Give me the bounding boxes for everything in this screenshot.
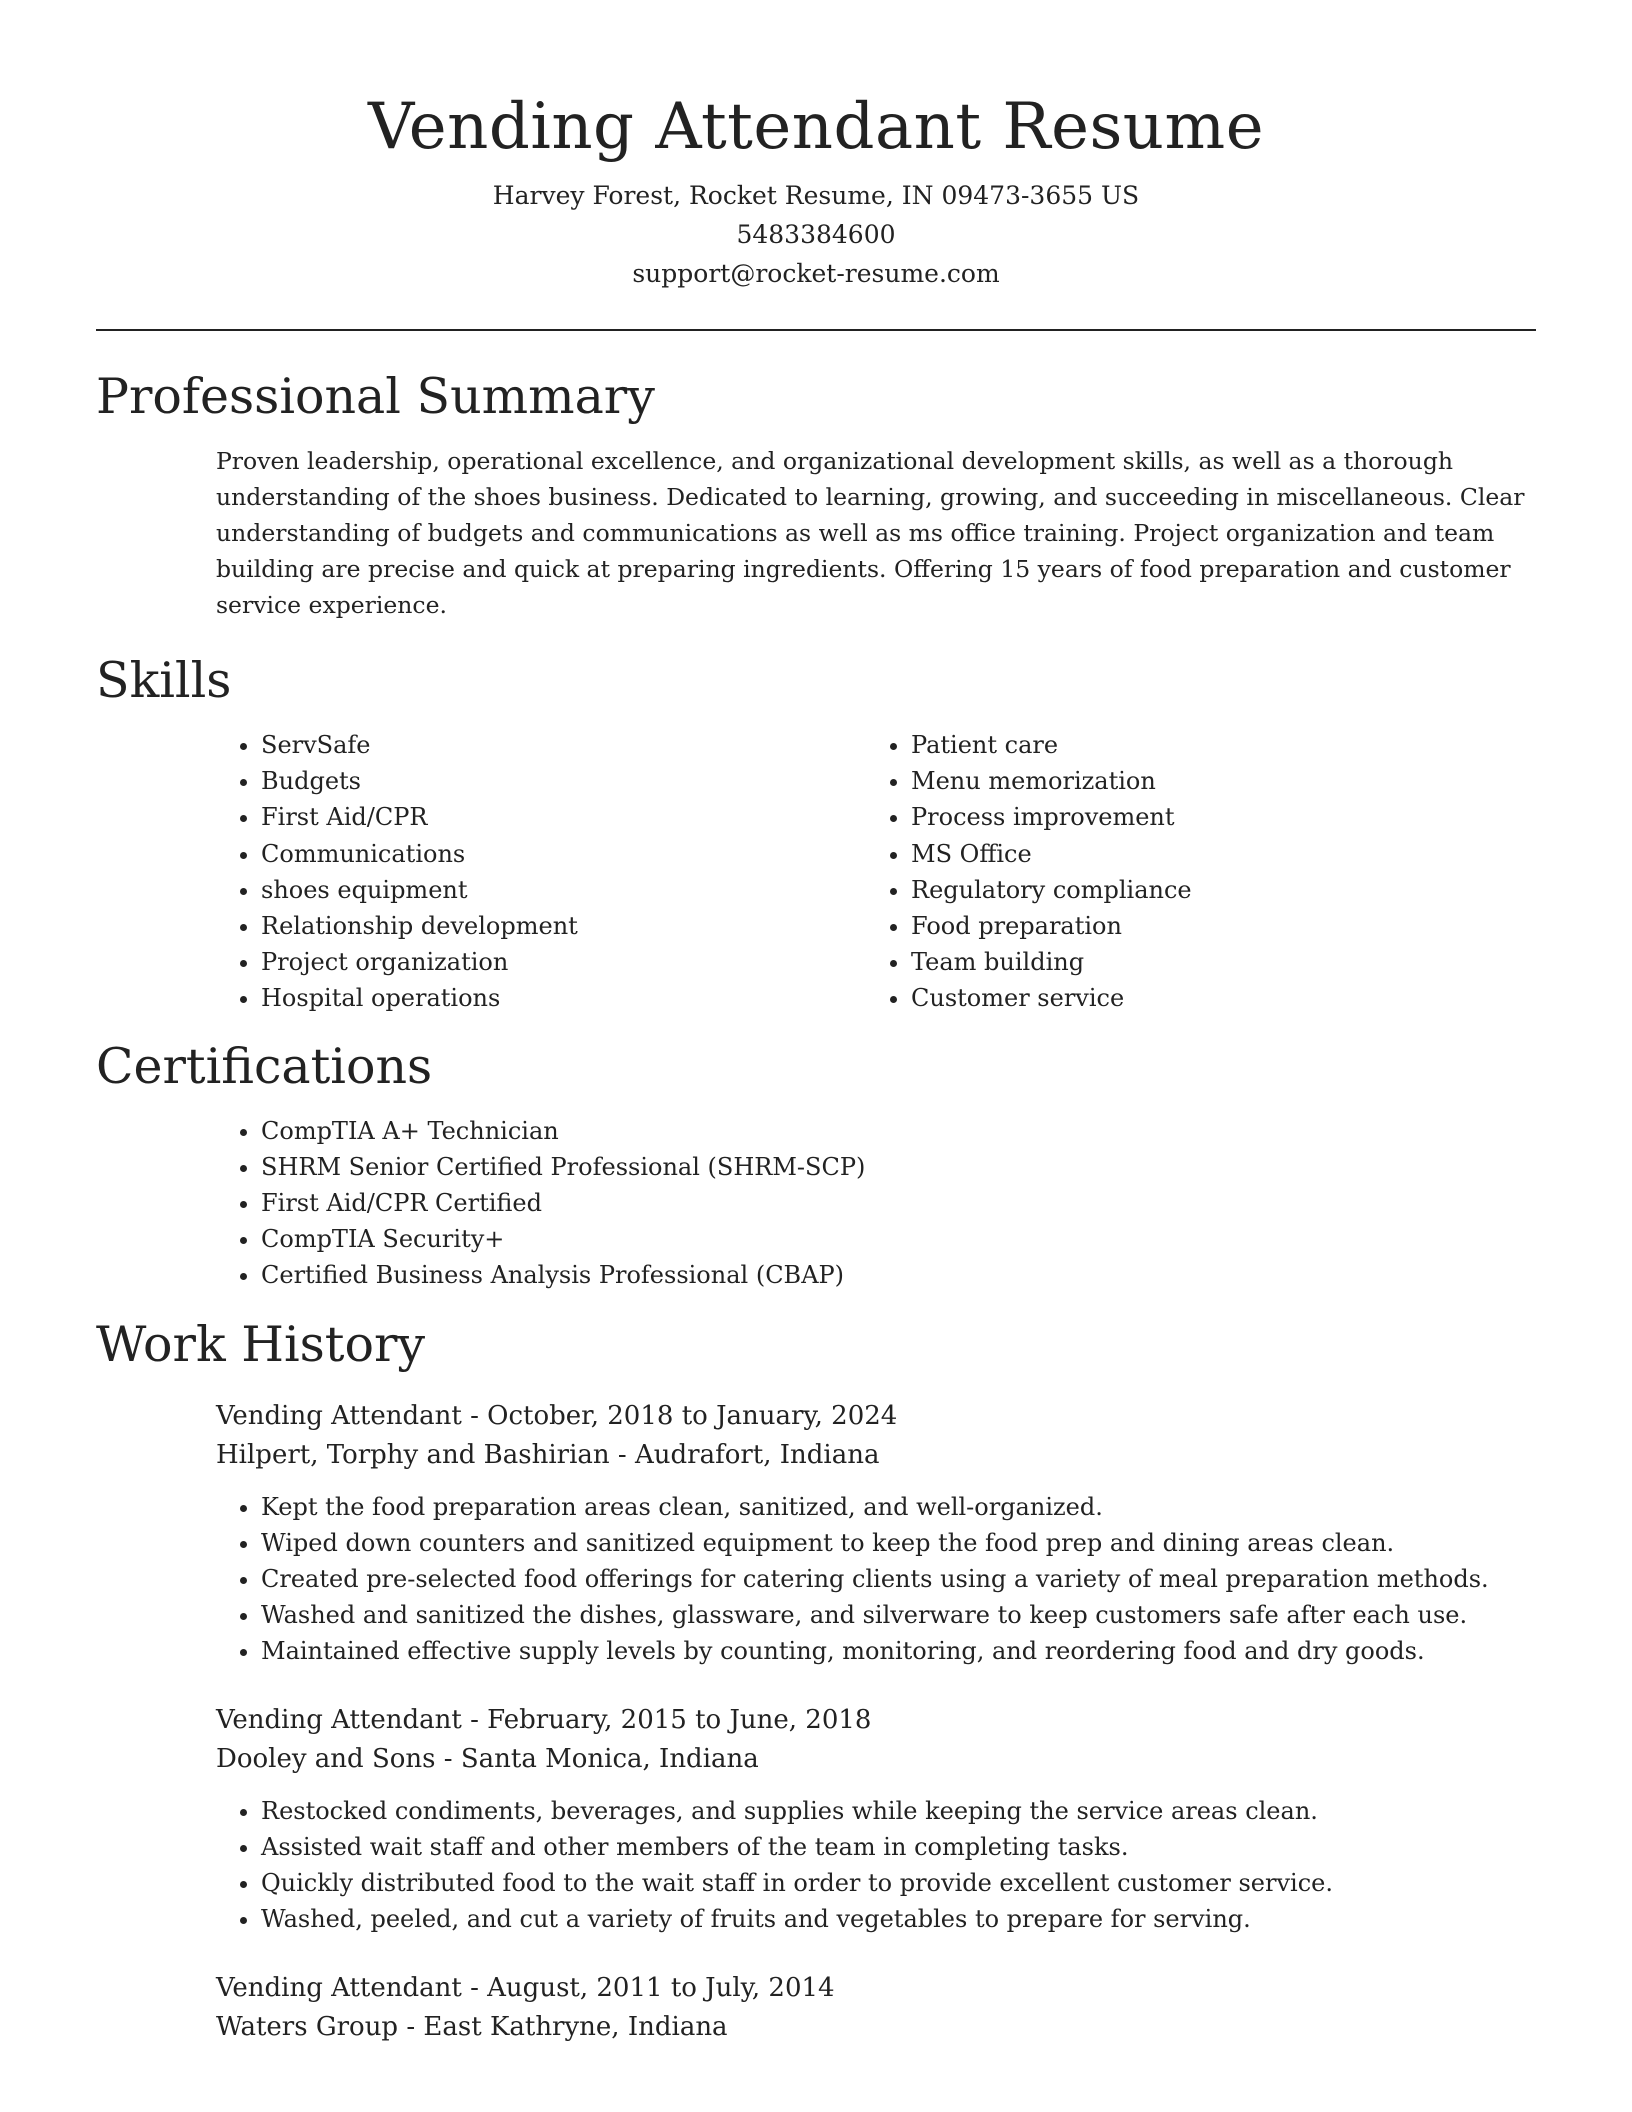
job-duties-list: [216, 1793, 1536, 1937]
job-dates: February, 2015 to June, 2018: [487, 1704, 872, 1735]
job-duty-item: • Created pre-selected food offerings for catering clients using a variety of meal preparation methods.: [261, 1561, 1536, 1597]
contact-email: support@rocket-resume.com: [632, 259, 1000, 288]
job-company: Hilpert, Torphy and Bashirian: [216, 1439, 610, 1470]
skill-item: • Regulatory compliance: [911, 872, 1511, 908]
certification-item: • CompTIA A+ Technician: [261, 1113, 1536, 1149]
job-duty-item: • Washed and sanitized the dishes, glassware, and silverware to keep customers safe after each use.: [261, 1597, 1536, 1633]
job-entry: [216, 1701, 1536, 1937]
skill-item: • Patient care: [911, 727, 1511, 763]
summary-heading: Professional Summary: [96, 368, 655, 425]
summary-text: Proven leadership, operational excellence, and organizational development skills, as well as a thorough understanding of the shoes business. Dedicated to learning, growing, and succeeding in miscellaneous. Clear understanding of budgets and communications as well as ms office training. Project organization and team building are precise and quick at preparing ingredients. Offering 15 years of food preparation and customer service experience.: [216, 447, 1525, 619]
skill-item: • Customer service: [911, 980, 1511, 1016]
skill-item: • MS Office: [911, 836, 1511, 872]
certification-item: • Certified Business Analysis Professional (CBAP): [261, 1257, 1536, 1293]
skill-item: • First Aid/CPR: [261, 799, 746, 835]
job-location: East Kathryne, Indiana: [423, 2011, 728, 2042]
summary-section: [96, 365, 1536, 623]
job-duty-item: • Quickly distributed food to the wait staff in order to provide excellent customer service.: [261, 1865, 1536, 1901]
resume-title: Vending Attendant Resume: [367, 90, 1265, 164]
skills-heading: Skills: [96, 652, 232, 709]
job-duty-item: • Wiped down counters and sanitized equipment to keep the food prep and dining areas clean.: [261, 1525, 1536, 1561]
job-dates: August, 2011 to July, 2014: [487, 1972, 835, 2003]
certification-item: • SHRM Senior Certified Professional (SHRM-SCP): [261, 1149, 1536, 1185]
job-company-line: Waters Group - East Kathryne, Indiana: [216, 2011, 728, 2042]
certifications-heading: Certifications: [96, 1037, 433, 1095]
contact-block: [96, 176, 1536, 293]
job-title-line: Vending Attendant - August, 2011 to July, 2014: [216, 1972, 835, 2003]
job-entry: [216, 1397, 1536, 1669]
job-title-line: Vending Attendant - February, 2015 to June, 2018: [216, 1704, 872, 1735]
contact-phone: 5483384600: [736, 220, 896, 249]
job-company-line: Dooley and Sons - Santa Monica, Indiana: [216, 1743, 759, 1774]
skill-item: • ServSafe: [261, 727, 746, 763]
skill-item: • shoes equipment: [261, 872, 746, 908]
resume-page: [96, 0, 1536, 2047]
skill-item: • Menu memorization: [911, 763, 1511, 799]
job-duty-item: • Maintained effective supply levels by counting, monitoring, and reordering food and dry goods.: [261, 1633, 1536, 1669]
certification-item: • First Aid/CPR Certified: [261, 1185, 1536, 1221]
job-duty-item: • Washed, peeled, and cut a variety of fruits and vegetables to prepare for serving.: [261, 1901, 1536, 1937]
skill-item: • Food preparation: [911, 908, 1511, 944]
certifications-section: [96, 1035, 1536, 1293]
job-duty-item: • Restocked condiments, beverages, and supplies while keeping the service areas clean.: [261, 1793, 1536, 1829]
skill-item: • Project organization: [261, 944, 746, 980]
job-duty-item: • Assisted wait staff and other members of the team in completing tasks.: [261, 1829, 1536, 1865]
skills-list-left: [96, 727, 746, 1017]
skills-columns: [96, 727, 1536, 1017]
job-company: Waters Group: [216, 2011, 399, 2042]
work-history-heading: Work History: [96, 1315, 426, 1373]
job-dates: October, 2018 to January, 2024: [487, 1400, 898, 1431]
job-location: Santa Monica, Indiana: [460, 1743, 759, 1774]
skills-section: [96, 649, 1536, 1017]
job-title: Vending Attendant: [216, 1704, 462, 1735]
job-entry: [216, 1969, 1536, 2047]
skill-item: • Communications: [261, 836, 746, 872]
job-location: Audrafort, Indiana: [634, 1439, 880, 1470]
skill-item: • Hospital operations: [261, 980, 746, 1016]
certification-item: • CompTIA Security+: [261, 1221, 1536, 1257]
skill-item: • Process improvement: [911, 799, 1511, 835]
job-company-line: Hilpert, Torphy and Bashirian - Audrafort, Indiana: [216, 1439, 880, 1470]
job-title: Vending Attendant: [216, 1972, 462, 2003]
job-title: Vending Attendant: [216, 1400, 462, 1431]
header-divider: [96, 329, 1536, 331]
skill-item: • Budgets: [261, 763, 746, 799]
certifications-list: [96, 1113, 1536, 1293]
job-duty-item: • Kept the food preparation areas clean, sanitized, and well-organized.: [261, 1489, 1536, 1525]
contact-address: Harvey Forest, Rocket Resume, IN 09473-3655 US: [492, 181, 1140, 210]
job-duties-list: [216, 1489, 1536, 1669]
job-company: Dooley and Sons: [216, 1743, 436, 1774]
work-history-section: [96, 1313, 1536, 2047]
job-title-line: Vending Attendant - October, 2018 to January, 2024: [216, 1400, 898, 1431]
skill-item: • Relationship development: [261, 908, 746, 944]
skills-list-right: [911, 727, 1511, 1017]
skill-item: • Team building: [911, 944, 1511, 980]
